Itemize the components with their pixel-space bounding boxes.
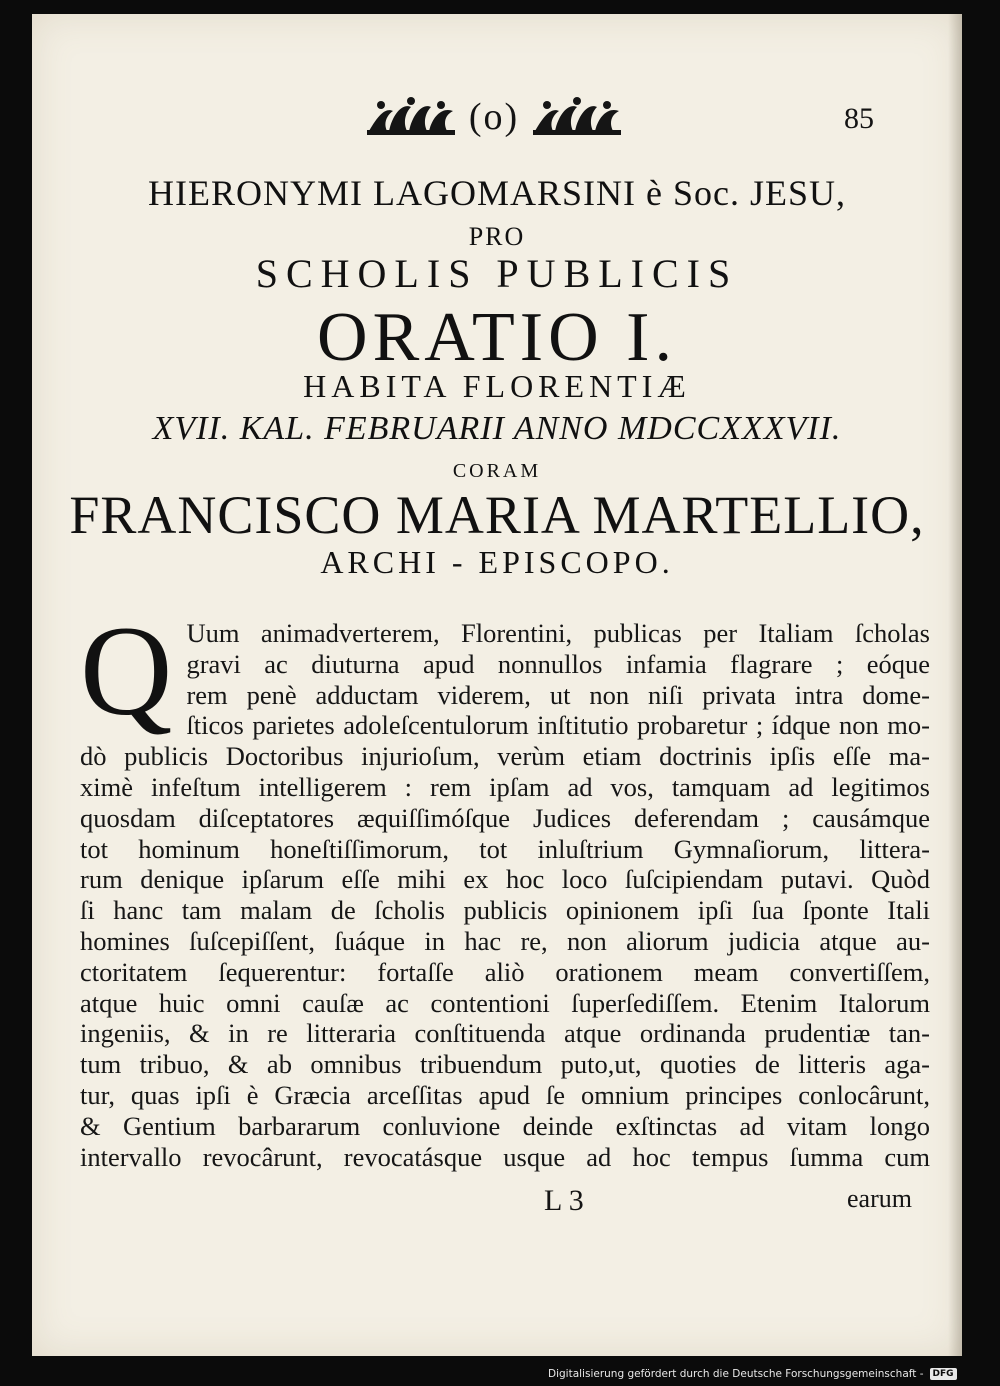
floral-ornament-left-icon — [367, 97, 455, 137]
body-line: Uum animadverterem, Florentini, publicas per Italiam ſcholas — [186, 618, 930, 648]
body-line: ingeniis, & in re litteraria conſtituenda atque ordinanda prudentiæ tan- — [80, 1018, 930, 1049]
body-line: gravi ac diuturna apud nonnullos infamia flagrare ; eóque — [186, 648, 930, 679]
oration-body — [80, 600, 930, 1172]
digitization-credit — [548, 1366, 957, 1382]
signature-mark: L 3 — [544, 1184, 584, 1217]
body-line: tot hominum honeſtiſſimorum, tot inluſtrium Gymnaſiorum, littera- — [80, 833, 930, 864]
title-coram: CORAM — [452, 460, 542, 482]
body-line: intervallo revocârunt, revocatásque usque ad hoc tempus ſumma cum — [80, 1141, 930, 1172]
body-line: tum tribuo, & ab omnibus tribuendum puto,ut, quoties de litteris aga- — [80, 1049, 930, 1080]
floral-ornament-right-icon — [533, 97, 621, 137]
body-line: ximè infeſtum intelligerem : rem ipſam ad vos, tamquam ad legitimos — [80, 771, 930, 802]
body-line: ctoritatem ſequerentur: fortaſſe aliò orationem meam convertiſſem, — [80, 956, 930, 987]
body-line: quosdam diſceptatores æquiſſimóſque Judices deferendam ; causámque — [80, 802, 930, 833]
title-oratio: ORATIO I. — [317, 299, 677, 376]
author-line: HIERONYMI LAGOMARSINI è Soc. JESU, — [148, 173, 846, 213]
page-number: 85 — [844, 102, 874, 135]
body-line: ſi hanc tam malam de ſcholis publicis opinionem ipſi ſua ſponte Itali — [80, 895, 930, 926]
credit-text: Digitalisierung gefördert durch die Deutsche Forschungsgemeinschaft - — [548, 1368, 924, 1380]
body-line: tur, quas ipſi è Græcia arceſſitas apud ſe omnium principes conlocârunt, — [80, 1079, 930, 1110]
body-line: homines ſuſcepiſſent, ſuáque in hac re, non aliorum judicia atque au- — [80, 925, 930, 956]
header-ornament — [344, 92, 644, 142]
body-line: rem penè adductam viderem, ut non niſi privata intra dome- — [186, 679, 930, 710]
body-line: ſticos parietes adoleſcentulorum inſtitutio probaretur ; ídque non mo- — [186, 710, 930, 741]
body-line: & Gentium barbararum conluvione deinde exſtinctas ad vitam longo — [80, 1110, 930, 1141]
body-line: dò publicis Doctoribus injurioſum, verùm etiam doctrinis ipſis eſſe ma- — [80, 741, 930, 772]
title-dedicatee: FRANCISCO MARIA MARTELLIO, — [69, 485, 925, 545]
title-pro: PRO — [468, 222, 526, 251]
title-date: XVII. KAL. FEBRUARII ANNO MDCCXXXVII. — [152, 410, 842, 447]
title-dedicatee-role: ARCHI - EPISCOPO. — [320, 544, 674, 580]
body-line: atque huic omni cauſæ ac contentioni ſuperſediſſem. Etenim Italorum — [80, 987, 930, 1018]
header-ornament-center: (o) — [468, 96, 520, 138]
drop-cap: Q — [80, 600, 173, 742]
body-line: rum denique ipſarum eſſe mihi ex hoc loco ſuſcipiendam putavi. Quòd — [80, 864, 930, 895]
catchword: earum — [847, 1184, 912, 1213]
title-subject: SCHOLIS PUBLICIS — [255, 251, 739, 296]
book-page — [32, 14, 962, 1356]
dfg-logo-icon: DFG — [930, 1368, 957, 1380]
title-place: HABITA FLORENTIÆ — [303, 368, 691, 404]
